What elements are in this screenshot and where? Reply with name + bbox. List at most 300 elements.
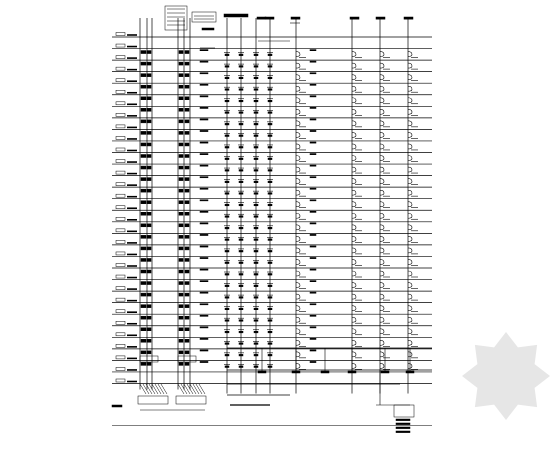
valve-block bbox=[179, 293, 183, 296]
trap-fitting bbox=[408, 329, 412, 334]
outlet-box bbox=[394, 405, 414, 417]
floor-tag bbox=[116, 67, 125, 70]
trap-fitting bbox=[408, 179, 412, 184]
fitting bbox=[239, 204, 243, 206]
trap-fitting bbox=[408, 75, 412, 80]
trap-fitting bbox=[380, 190, 384, 195]
annotation-bar bbox=[200, 130, 208, 131]
fitting bbox=[268, 320, 272, 322]
hatch-line bbox=[190, 384, 196, 394]
valve-block bbox=[147, 258, 151, 261]
valve-block bbox=[141, 224, 146, 227]
trap-fitting bbox=[296, 190, 300, 195]
legend-bar bbox=[396, 423, 410, 425]
fitting bbox=[239, 89, 243, 91]
fitting bbox=[239, 262, 243, 264]
valve-block bbox=[185, 339, 189, 342]
riser-tag bbox=[257, 17, 266, 19]
valve-block bbox=[185, 143, 189, 146]
fitting bbox=[225, 77, 229, 79]
fitting bbox=[239, 158, 243, 160]
trap-fitting bbox=[296, 213, 300, 218]
fitting bbox=[254, 123, 258, 125]
floor-tag bbox=[116, 264, 125, 267]
trap-fitting bbox=[408, 306, 412, 311]
fitting bbox=[406, 371, 414, 373]
floor-tag bbox=[116, 252, 125, 255]
fitting bbox=[254, 297, 258, 299]
trap-fitting bbox=[296, 225, 300, 230]
valve-block bbox=[185, 85, 189, 88]
watermark-star bbox=[462, 332, 550, 420]
annotation-bar bbox=[200, 281, 208, 282]
annotation-bar bbox=[310, 84, 316, 85]
fitting bbox=[225, 89, 229, 91]
floor-tag bbox=[116, 183, 125, 186]
valve-block bbox=[147, 62, 151, 65]
fitting bbox=[239, 100, 243, 102]
fitting bbox=[225, 250, 229, 252]
floor-labels bbox=[116, 33, 137, 383]
valve-block bbox=[185, 351, 189, 354]
valve-block bbox=[147, 97, 151, 100]
equipment-box bbox=[178, 356, 196, 362]
trap-fitting bbox=[408, 294, 412, 299]
trap-fitting bbox=[408, 190, 412, 195]
fitting bbox=[225, 146, 229, 148]
valve-block bbox=[179, 166, 183, 169]
annotation-bar bbox=[310, 177, 316, 178]
fitting bbox=[258, 371, 266, 373]
valve-block bbox=[147, 316, 151, 319]
valve-block bbox=[179, 97, 183, 100]
valve-block bbox=[147, 85, 151, 88]
annotation-bar bbox=[310, 119, 316, 120]
trap-fitting bbox=[352, 213, 356, 218]
valve-block bbox=[141, 235, 146, 238]
trap-fitting bbox=[352, 329, 356, 334]
trap-fitting bbox=[408, 236, 412, 241]
valve-block bbox=[147, 305, 151, 308]
riser-tag bbox=[291, 17, 300, 19]
annotation-bar bbox=[200, 338, 208, 339]
trap-fitting bbox=[408, 86, 412, 91]
trap-fitting bbox=[380, 63, 384, 68]
fitting bbox=[225, 331, 229, 333]
valve-block bbox=[141, 270, 146, 273]
trap-fitting bbox=[296, 156, 300, 161]
valve-block bbox=[141, 155, 146, 158]
valve-block bbox=[185, 166, 189, 169]
fitting bbox=[254, 100, 258, 102]
fitting bbox=[225, 227, 229, 229]
valve-block bbox=[185, 51, 189, 54]
annotation-bar bbox=[310, 361, 316, 362]
valve-block bbox=[185, 201, 189, 204]
valve-block bbox=[185, 282, 189, 285]
valve-block bbox=[179, 282, 183, 285]
fitting bbox=[239, 308, 243, 310]
trap-fitting bbox=[296, 283, 300, 288]
annotation-bar bbox=[310, 154, 316, 155]
trap-fitting bbox=[296, 179, 300, 184]
valve-block bbox=[141, 362, 146, 365]
fitting bbox=[239, 216, 243, 218]
valve-block bbox=[147, 201, 151, 204]
trap-fitting bbox=[296, 132, 300, 137]
fitting bbox=[254, 77, 258, 79]
annotation-bar bbox=[200, 292, 208, 293]
floor-tag bbox=[116, 310, 125, 313]
valve-block bbox=[185, 270, 189, 273]
trap-fitting bbox=[408, 248, 412, 253]
valve-block bbox=[179, 270, 183, 273]
fitting bbox=[254, 262, 258, 264]
trap-fitting bbox=[352, 75, 356, 80]
fitting bbox=[225, 66, 229, 68]
valve-block bbox=[179, 85, 183, 88]
fitting bbox=[225, 239, 229, 241]
fitting bbox=[225, 216, 229, 218]
annotation-bar bbox=[200, 188, 208, 189]
valve-block bbox=[141, 178, 146, 181]
annotation-bar bbox=[200, 257, 208, 258]
fitting bbox=[348, 371, 356, 373]
trap-fitting bbox=[352, 236, 356, 241]
trap-fitting bbox=[380, 132, 384, 137]
hatch-line bbox=[158, 384, 164, 394]
fitting bbox=[254, 193, 258, 195]
fitting bbox=[254, 227, 258, 229]
floor-tag bbox=[116, 217, 125, 220]
trap-fitting bbox=[296, 202, 300, 207]
trap-fitting bbox=[380, 156, 384, 161]
valve-block bbox=[179, 339, 183, 342]
valve-block bbox=[147, 339, 151, 342]
valve-block bbox=[141, 282, 146, 285]
floor-tag bbox=[116, 194, 125, 197]
fitting bbox=[239, 320, 243, 322]
fitting bbox=[254, 320, 258, 322]
annotation-bar bbox=[200, 211, 208, 212]
annotation-bar bbox=[310, 200, 316, 201]
riser-tag bbox=[376, 17, 385, 19]
valve-block bbox=[185, 224, 189, 227]
trap-fitting bbox=[296, 352, 300, 357]
annotation-bar bbox=[310, 281, 316, 282]
floor-tag bbox=[116, 287, 125, 290]
fitting bbox=[254, 135, 258, 137]
trap-fitting bbox=[296, 144, 300, 149]
valve-block bbox=[179, 305, 183, 308]
fitting bbox=[268, 181, 272, 183]
trap-fitting bbox=[380, 121, 384, 126]
valve-block bbox=[185, 74, 189, 77]
valve-block bbox=[141, 328, 146, 331]
fitting bbox=[268, 123, 272, 125]
hatch-line bbox=[140, 384, 146, 394]
valve-block bbox=[185, 362, 189, 365]
fitting bbox=[268, 112, 272, 114]
fitting bbox=[268, 66, 272, 68]
annotation-bar bbox=[310, 96, 316, 97]
trap-fitting bbox=[408, 144, 412, 149]
fitting bbox=[239, 250, 243, 252]
valve-block bbox=[147, 224, 151, 227]
annotation-bar bbox=[200, 327, 208, 328]
trap-fitting bbox=[352, 352, 356, 357]
valve-block bbox=[179, 74, 183, 77]
fitting bbox=[239, 77, 243, 79]
fitting bbox=[254, 285, 258, 287]
hatch-line bbox=[143, 384, 149, 394]
trap-fitting bbox=[352, 271, 356, 276]
fitting bbox=[268, 54, 272, 56]
fitting bbox=[254, 239, 258, 241]
floor-tag bbox=[116, 171, 125, 174]
annotation-bar bbox=[310, 50, 316, 51]
valve-block bbox=[147, 270, 151, 273]
annotation-bar bbox=[310, 107, 316, 108]
valve-block bbox=[141, 51, 146, 54]
trap-fitting bbox=[296, 236, 300, 241]
fitting bbox=[225, 343, 229, 345]
trap-fitting bbox=[352, 167, 356, 172]
annotation-bar bbox=[310, 234, 316, 235]
equipment-box bbox=[140, 356, 158, 362]
valve-block bbox=[185, 293, 189, 296]
fitting bbox=[225, 181, 229, 183]
hatch-line bbox=[161, 384, 167, 394]
hatch-line bbox=[178, 384, 184, 394]
fitting bbox=[254, 366, 258, 368]
trap-fitting bbox=[380, 340, 384, 345]
valve-block bbox=[179, 235, 183, 238]
fitting bbox=[239, 181, 243, 183]
fitting bbox=[254, 89, 258, 91]
trap-fitting bbox=[352, 144, 356, 149]
valve-block bbox=[141, 97, 146, 100]
trap-fitting bbox=[380, 179, 384, 184]
annotation-bar bbox=[310, 257, 316, 258]
valve-block bbox=[141, 339, 146, 342]
valve-block bbox=[141, 316, 146, 319]
fitting bbox=[225, 193, 229, 195]
annotation-bar bbox=[200, 350, 208, 351]
fitting bbox=[225, 54, 229, 56]
fitting bbox=[268, 216, 272, 218]
legend-bar bbox=[202, 28, 214, 30]
trap-fitting bbox=[296, 109, 300, 114]
valve-block bbox=[185, 189, 189, 192]
legend-bar bbox=[224, 14, 248, 17]
trap-fitting bbox=[408, 340, 412, 345]
annotation-bar bbox=[310, 61, 316, 62]
floor-tag bbox=[116, 56, 125, 59]
hatch-line bbox=[193, 384, 199, 394]
annotation-bar bbox=[310, 304, 316, 305]
fitting bbox=[268, 77, 272, 79]
valve-block bbox=[185, 305, 189, 308]
legend-bar bbox=[396, 427, 410, 429]
fitting bbox=[268, 100, 272, 102]
annotation-bar bbox=[310, 338, 316, 339]
fitting bbox=[268, 239, 272, 241]
fitting bbox=[254, 158, 258, 160]
fitting bbox=[268, 89, 272, 91]
trap-fitting bbox=[408, 225, 412, 230]
valve-block bbox=[147, 51, 151, 54]
fitting bbox=[268, 331, 272, 333]
fitting bbox=[268, 308, 272, 310]
riser-tag bbox=[350, 17, 359, 19]
fitting bbox=[268, 204, 272, 206]
annotation-bar bbox=[310, 246, 316, 247]
fitting bbox=[254, 343, 258, 345]
annotation-bar bbox=[200, 96, 208, 97]
fitting bbox=[225, 170, 229, 172]
fitting bbox=[225, 158, 229, 160]
fitting bbox=[254, 181, 258, 183]
fitting bbox=[239, 354, 243, 356]
fitting bbox=[268, 274, 272, 276]
trap-fitting bbox=[408, 63, 412, 68]
trap-fitting bbox=[380, 306, 384, 311]
valve-block bbox=[185, 316, 189, 319]
pump-block bbox=[138, 396, 168, 404]
valve-block bbox=[185, 155, 189, 158]
floor-tag bbox=[116, 102, 125, 105]
trap-fitting bbox=[408, 52, 412, 57]
legend-bar bbox=[396, 431, 410, 433]
valve-block bbox=[185, 235, 189, 238]
trap-fitting bbox=[352, 363, 356, 368]
legend-bar bbox=[396, 419, 410, 421]
fitting bbox=[239, 239, 243, 241]
trap-fitting bbox=[296, 98, 300, 103]
annotation-bar bbox=[200, 246, 208, 247]
fitting bbox=[239, 285, 243, 287]
annotation-bar bbox=[200, 50, 208, 51]
floor-tag bbox=[112, 405, 122, 407]
trap-fitting bbox=[352, 109, 356, 114]
fitting bbox=[225, 297, 229, 299]
annotation-bar bbox=[200, 154, 208, 155]
fitting bbox=[268, 262, 272, 264]
valve-block bbox=[141, 143, 146, 146]
trap-fitting bbox=[352, 283, 356, 288]
fitting bbox=[381, 371, 389, 373]
floor-tag bbox=[116, 229, 125, 232]
annotation-bar bbox=[310, 130, 316, 131]
valve-block bbox=[185, 178, 189, 181]
trap-fitting bbox=[408, 167, 412, 172]
floor-tag bbox=[116, 160, 125, 163]
fitting bbox=[254, 146, 258, 148]
trap-fitting bbox=[408, 317, 412, 322]
fitting bbox=[239, 54, 243, 56]
annotation-bar bbox=[200, 304, 208, 305]
trap-fitting bbox=[380, 202, 384, 207]
valve-block bbox=[141, 85, 146, 88]
riser-tag bbox=[404, 17, 413, 19]
fitting bbox=[225, 204, 229, 206]
fitting bbox=[268, 250, 272, 252]
valve-block bbox=[147, 178, 151, 181]
valve-block bbox=[179, 62, 183, 65]
trap-fitting bbox=[352, 259, 356, 264]
annotation-bar bbox=[310, 142, 316, 143]
trap-fitting bbox=[380, 317, 384, 322]
valve-block bbox=[141, 131, 146, 134]
floor-tag bbox=[116, 240, 125, 243]
fitting bbox=[225, 262, 229, 264]
valve-block bbox=[141, 62, 146, 65]
valve-block bbox=[147, 235, 151, 238]
valve-block bbox=[147, 166, 151, 169]
fitting bbox=[239, 146, 243, 148]
trap-fitting bbox=[352, 156, 356, 161]
annotation-bar bbox=[200, 107, 208, 108]
floor-tag bbox=[116, 298, 125, 301]
trap-fitting bbox=[380, 167, 384, 172]
valve-block bbox=[141, 351, 146, 354]
valve-block bbox=[179, 178, 183, 181]
annotation-bar bbox=[310, 315, 316, 316]
trap-fitting bbox=[296, 63, 300, 68]
annotation-bar bbox=[200, 315, 208, 316]
valve-block bbox=[185, 247, 189, 250]
trap-fitting bbox=[380, 144, 384, 149]
valve-block bbox=[185, 258, 189, 261]
valve-block bbox=[147, 282, 151, 285]
fitting bbox=[239, 135, 243, 137]
floor-tag bbox=[116, 344, 125, 347]
fitting bbox=[225, 123, 229, 125]
valve-block bbox=[179, 212, 183, 215]
trap-fitting bbox=[296, 86, 300, 91]
valve-block bbox=[141, 201, 146, 204]
hatch-line bbox=[196, 384, 202, 394]
fitting bbox=[239, 343, 243, 345]
floor-tag bbox=[116, 321, 125, 324]
valve-block bbox=[147, 143, 151, 146]
fitting bbox=[239, 170, 243, 172]
hatch-line bbox=[199, 384, 205, 394]
trap-fitting bbox=[380, 98, 384, 103]
valve-block bbox=[185, 131, 189, 134]
trap-fitting bbox=[408, 98, 412, 103]
fitting bbox=[254, 66, 258, 68]
valve-block bbox=[185, 97, 189, 100]
floor-tag bbox=[116, 33, 125, 36]
fitting bbox=[239, 66, 243, 68]
watermark-logo bbox=[462, 332, 550, 420]
legend-box bbox=[192, 12, 216, 22]
trap-fitting bbox=[352, 248, 356, 253]
valve-block bbox=[179, 351, 183, 354]
trap-fitting bbox=[380, 283, 384, 288]
trap-fitting bbox=[380, 352, 384, 357]
trap-fitting bbox=[296, 340, 300, 345]
trap-fitting bbox=[296, 306, 300, 311]
fitting bbox=[225, 308, 229, 310]
valve-block bbox=[185, 62, 189, 65]
trap-fitting bbox=[408, 271, 412, 276]
fitting bbox=[268, 285, 272, 287]
trap-fitting bbox=[352, 190, 356, 195]
trap-fitting bbox=[296, 52, 300, 57]
